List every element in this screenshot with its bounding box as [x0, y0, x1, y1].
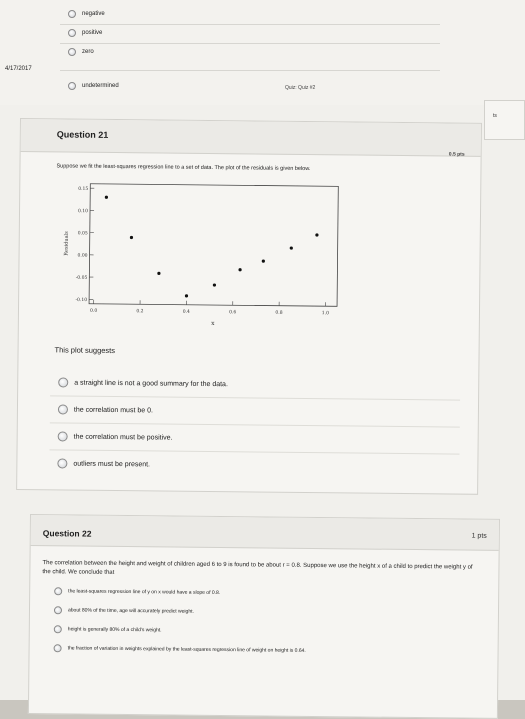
- question-title: Question 21: [57, 129, 109, 140]
- y-tick-label: 0.00: [78, 253, 88, 259]
- answer-option-1[interactable]: [54, 587, 220, 597]
- residual-point: [213, 283, 216, 286]
- divider: [50, 395, 460, 400]
- radio-button[interactable]: [54, 644, 62, 652]
- y-tick-label: 0.15: [78, 186, 88, 192]
- side-tab-label: ts: [493, 113, 497, 119]
- side-tab: [484, 100, 525, 140]
- answer-option-4[interactable]: [54, 644, 306, 655]
- question-points: 0.5 pts: [449, 151, 465, 157]
- y-tick-label: 0.10: [78, 208, 88, 214]
- residual-point: [185, 294, 188, 297]
- residual-point: [290, 246, 293, 249]
- divider: [60, 43, 440, 44]
- x-tick-label: 0.4: [183, 309, 190, 315]
- divider: [60, 24, 440, 25]
- question-22-card: [28, 514, 500, 719]
- radio-button[interactable]: [68, 10, 76, 18]
- answer-label: a straight line is not a good summary for the data.: [74, 379, 228, 388]
- divider: [50, 422, 460, 427]
- question-prompt: Suppose we fit the least-squares regression line to a set of data. The plot of the residuals is given below.: [56, 163, 310, 172]
- radio-button[interactable]: [54, 625, 62, 633]
- residual-point: [238, 268, 241, 271]
- residual-point: [130, 236, 133, 239]
- radio-button[interactable]: [68, 82, 76, 90]
- x-axis-label: x: [211, 320, 215, 327]
- quiz-label: Quiz: Quiz #2: [285, 85, 315, 91]
- option-label: zero: [82, 49, 94, 55]
- residual-point: [157, 272, 160, 275]
- plot-suggests-label: This plot suggests: [55, 345, 116, 355]
- x-tick-label: 0.0: [90, 308, 97, 314]
- divider: [60, 70, 440, 71]
- answer-option-1[interactable]: [58, 377, 228, 389]
- divider: [50, 449, 460, 454]
- print-date: 4/17/2017: [5, 66, 32, 72]
- answer-label: height is generally 80% of a child's weight.: [68, 626, 162, 633]
- radio-button[interactable]: [54, 606, 62, 614]
- answer-label: outliers must be present.: [73, 460, 150, 468]
- answer-option-4[interactable]: [57, 458, 150, 469]
- question-21-card: [16, 118, 482, 495]
- option-label: positive: [82, 30, 102, 36]
- y-tick-label: -0.05: [76, 275, 88, 281]
- question-header: [31, 515, 499, 551]
- radio-button[interactable]: [68, 29, 76, 37]
- option-label: undetermined: [82, 83, 119, 89]
- question-points: 1 pts: [472, 533, 487, 540]
- y-tick-label: -0.10: [76, 297, 88, 303]
- question-header: [21, 119, 481, 157]
- x-tick-label: 0.2: [136, 308, 143, 314]
- answer-option-2[interactable]: [58, 404, 153, 415]
- radio-button[interactable]: [58, 404, 68, 414]
- answer-option-3[interactable]: [54, 625, 162, 634]
- answer-label: the least-squares regression line of y on x would have a slope of 0.8.: [68, 588, 220, 596]
- radio-button[interactable]: [68, 48, 76, 56]
- radio-button[interactable]: [54, 587, 62, 595]
- residual-point: [262, 259, 265, 262]
- previous-question-sheet: [0, 0, 525, 105]
- plot-frame: [89, 184, 338, 307]
- y-tick-label: 0.05: [78, 230, 88, 236]
- radio-button[interactable]: [58, 377, 68, 387]
- residual-point: [105, 196, 108, 199]
- radio-button[interactable]: [58, 431, 68, 441]
- x-tick-label: 0.6: [229, 309, 236, 315]
- residual-plot: [59, 177, 351, 330]
- option-undetermined[interactable]: [68, 82, 119, 90]
- x-tick-label: 0.8: [275, 310, 282, 316]
- answer-label: about 80% of the time, age will accurately predict weight.: [68, 607, 194, 614]
- answer-label: the fraction of variation in weights explained by the least-squares regression line of weight on height is 0.64.: [68, 645, 306, 653]
- answer-label: the correlation must be positive.: [74, 433, 173, 441]
- option-label: negative: [82, 11, 105, 17]
- question-title: Question 22: [43, 528, 92, 539]
- option-positive[interactable]: [68, 29, 102, 37]
- option-zero[interactable]: [68, 48, 94, 56]
- radio-button[interactable]: [57, 458, 67, 468]
- answer-label: the correlation must be 0.: [74, 406, 153, 414]
- answer-option-3[interactable]: [58, 431, 173, 442]
- option-negative[interactable]: [68, 10, 105, 18]
- answer-option-2[interactable]: [54, 606, 194, 615]
- residual-point: [315, 233, 318, 236]
- x-tick-label: 1.0: [322, 310, 329, 316]
- y-axis-label: Residuals: [64, 231, 70, 256]
- question-prompt: The correlation between the height and weight of children aged 6 to 9 is found to be about r = 0.8. Suppose we use the height x of a child to predict the weight y of the child. We conclude that: [42, 559, 482, 582]
